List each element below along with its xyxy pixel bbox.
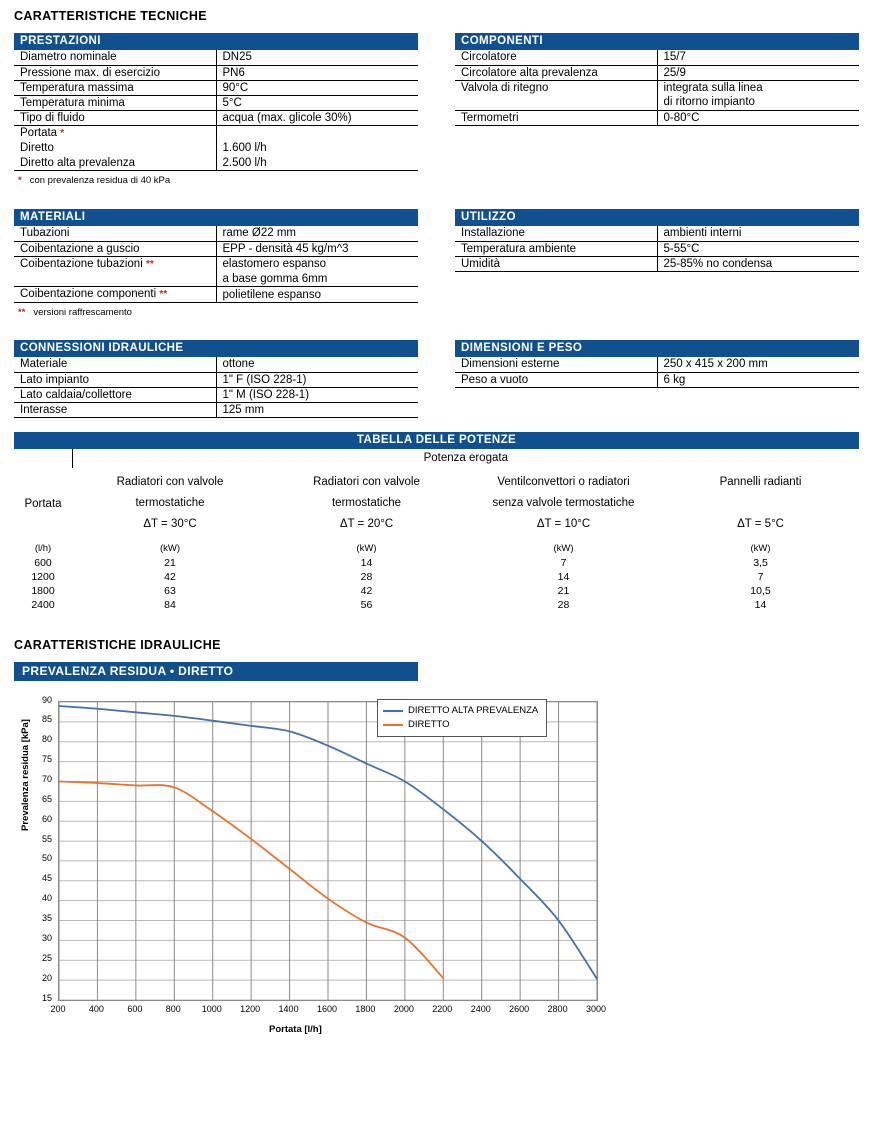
row-value: ambienti interni <box>657 226 859 241</box>
row-key: Diretto alta prevalenza <box>14 156 216 171</box>
y-tick-label: 60 <box>41 813 52 824</box>
table-row <box>14 372 418 387</box>
row-key <box>455 95 657 110</box>
table-row <box>14 357 418 372</box>
legend-swatch-icon <box>383 710 403 712</box>
row-value: acqua (max. glicole 30%) <box>216 110 418 125</box>
footnote-marker: * <box>18 175 22 186</box>
group-line-2: termostatiche <box>135 496 205 509</box>
cell-portata: 600 <box>34 556 52 569</box>
footnote-text: con prevalenza residua di 40 kPa <box>29 175 171 186</box>
table-row <box>14 141 418 156</box>
table-row <box>14 584 859 598</box>
table-row <box>14 110 418 125</box>
chart-x-axis-label: Portata [l/h] <box>269 1023 322 1035</box>
row-value: 6 kg <box>657 372 859 387</box>
hydraulic-section-title: CARATTERISTICHE IDRAULICHE <box>14 637 221 652</box>
row-key: Dimensioni esterne <box>455 357 657 372</box>
group-unit-2: (kW) <box>356 542 377 554</box>
componenti-header: COMPONENTI <box>455 33 859 50</box>
row-key: Circolatore alta prevalenza <box>455 65 657 80</box>
group-unit-4: (kW) <box>750 542 771 554</box>
y-tick-label: 75 <box>41 754 52 765</box>
page-title: CARATTERISTICHE TECNICHE <box>14 9 207 23</box>
cell-portata: 1200 <box>31 570 55 583</box>
group-header-4 <box>662 468 859 541</box>
datasheet-page <box>0 9 873 1051</box>
table-row <box>455 226 859 241</box>
prestazioni-header: PRESTAZIONI <box>14 33 418 50</box>
y-tick-label: 80 <box>41 734 52 745</box>
table-row <box>455 372 859 387</box>
prestazioni-block <box>14 33 418 187</box>
power-table <box>14 432 859 612</box>
footnote-text: versioni raffrescamento <box>33 307 132 318</box>
utilizzo-header: UTILIZZO <box>455 209 859 226</box>
table-row <box>14 241 418 256</box>
cell-value: 21 <box>557 584 570 597</box>
componenti-table <box>455 33 859 126</box>
row-value: 1.600 l/h <box>222 142 267 154</box>
utilizzo-table <box>455 209 859 272</box>
row-key: Temperatura ambiente <box>455 241 657 256</box>
group-line-1: Ventilconvettori o radiatori <box>497 475 630 488</box>
group-line-3: ΔT = 20°C <box>339 517 394 530</box>
legend-label: DIRETTO <box>408 718 450 730</box>
row-value: rame Ø22 mm <box>216 226 418 241</box>
portata-header: Portata <box>24 498 62 510</box>
table-row <box>455 357 859 372</box>
table-row <box>14 556 859 570</box>
cell-value: 14 <box>557 570 570 583</box>
table-row <box>14 287 418 303</box>
connessioni-block <box>14 340 418 418</box>
dimensioni-block <box>455 340 859 418</box>
row-value: elastomero espanso <box>222 258 327 270</box>
group-line-3: ΔT = 30°C <box>143 517 197 530</box>
group-line-1: Radiatori con valvole <box>116 475 224 488</box>
group-line-1: Radiatori con valvole <box>313 475 420 488</box>
footnote-marker-double-asterisk: ** <box>145 258 154 270</box>
cell-value: 28 <box>557 598 570 611</box>
row-key-text: Coibentazione tubazioni <box>20 257 143 270</box>
table-row <box>14 387 418 402</box>
group-line-1: Pannelli radianti <box>719 475 802 488</box>
cell-value: 42 <box>164 570 176 583</box>
x-tick-label: 200 <box>50 1003 66 1014</box>
materiali-block <box>14 209 418 319</box>
power-table-block <box>14 432 859 612</box>
materiali-table <box>14 209 418 303</box>
prestazioni-footnote <box>18 175 418 187</box>
table-row <box>14 570 859 584</box>
group-line-3: ΔT = 10°C <box>536 517 591 530</box>
table-row <box>14 156 418 171</box>
row-key: Valvola di ritegno <box>455 80 657 95</box>
power-table-title: TABELLA DELLE POTENZE <box>14 432 859 449</box>
y-tick-label: 40 <box>41 893 52 904</box>
spec-row-1 <box>14 33 859 187</box>
table-row <box>455 241 859 256</box>
row-key <box>14 256 216 272</box>
y-tick-label: 20 <box>41 972 52 983</box>
cell-value: 56 <box>360 598 373 611</box>
power-subheader: Potenza erogata <box>423 452 508 464</box>
group-header-2 <box>268 468 465 541</box>
row-value: 125 mm <box>216 402 418 417</box>
row-key: Interasse <box>14 402 216 417</box>
table-row <box>14 256 418 272</box>
row-value: di ritorno impianto <box>657 95 859 110</box>
row-key: Temperatura minima <box>14 95 216 110</box>
cell-value: 28 <box>360 570 373 583</box>
y-tick-label: 90 <box>41 694 52 705</box>
x-tick-label: 2200 <box>432 1003 453 1014</box>
table-row <box>14 226 418 241</box>
table-row <box>455 95 859 110</box>
row-key-text: Coibentazione componenti <box>20 288 157 300</box>
row-value: 1" F (ISO 228-1) <box>216 372 418 387</box>
row-value: 2.500 l/h <box>216 156 418 171</box>
utilizzo-block <box>455 209 859 319</box>
dimensioni-table <box>455 340 859 388</box>
cell-value: 42 <box>360 584 373 597</box>
cell-value: 14 <box>754 598 767 611</box>
prevalenza-chart <box>14 691 859 1051</box>
table-row <box>14 125 418 141</box>
x-tick-label: 3000 <box>585 1003 607 1014</box>
x-tick-label: 400 <box>88 1003 104 1014</box>
cell-value: 84 <box>164 598 176 611</box>
row-key: Circolatore <box>455 50 657 65</box>
table-row <box>455 50 859 65</box>
row-value: 15/7 <box>657 50 859 65</box>
table-row <box>14 50 418 65</box>
x-tick-label: 1400 <box>278 1003 299 1014</box>
row-key: Temperatura massima <box>14 80 216 95</box>
row-value: 5-55°C <box>657 241 859 256</box>
x-tick-label: 800 <box>165 1003 181 1014</box>
row-key <box>14 272 216 287</box>
row-value: 0-80°C <box>657 110 859 125</box>
row-key: Peso a vuoto <box>455 372 657 387</box>
x-tick-label: 1600 <box>316 1003 338 1014</box>
cell-portata: 2400 <box>31 598 55 611</box>
portata-unit: (l/h) <box>34 542 52 554</box>
dimensioni-header: DIMENSIONI E PESO <box>455 340 859 357</box>
row-key: Materiale <box>14 357 216 372</box>
cell-value: 14 <box>360 556 373 569</box>
table-row <box>455 80 859 95</box>
table-row <box>455 256 859 271</box>
group-unit-1: (kW) <box>159 542 181 554</box>
row-key: Lato caldaia/collettore <box>14 387 216 402</box>
cell-value: 7 <box>560 556 567 569</box>
table-row <box>14 95 418 110</box>
legend-item-1 <box>383 718 538 732</box>
connessioni-header: CONNESSIONI IDRAULICHE <box>14 340 418 357</box>
group-line-3: ΔT = 5°C <box>737 517 784 530</box>
y-tick-label: 65 <box>41 793 52 804</box>
x-tick-label: 1200 <box>240 1003 261 1014</box>
cell-value: 21 <box>164 556 176 569</box>
legend-item-0 <box>383 704 538 718</box>
x-tick-label: 1000 <box>201 1003 222 1014</box>
prestazioni-table <box>14 33 418 171</box>
row-value <box>216 125 418 141</box>
y-tick-label: 55 <box>41 833 52 844</box>
x-tick-label: 1800 <box>355 1003 376 1014</box>
table-row <box>14 598 859 612</box>
row-value: 25/9 <box>657 65 859 80</box>
group-header-1 <box>72 468 268 541</box>
group-header-3 <box>465 468 662 541</box>
table-row <box>14 402 418 417</box>
row-value: 90°C <box>216 80 418 95</box>
group-unit-3: (kW) <box>553 542 574 554</box>
row-value: integrata sulla linea <box>663 81 763 94</box>
row-value: 250 x 415 x 200 mm <box>657 357 859 372</box>
y-tick-label: 35 <box>41 913 52 924</box>
chart-plot-area <box>58 701 598 1001</box>
chart-legend <box>377 699 547 737</box>
row-key: Tipo di fluido <box>14 110 216 125</box>
spec-row-3 <box>14 340 859 418</box>
x-tick-label: 2400 <box>470 1003 491 1014</box>
row-value: 25-85% no condensa <box>657 256 859 271</box>
footnote-marker: ** <box>18 307 26 318</box>
row-value: ottone <box>216 357 418 372</box>
row-key <box>14 125 216 141</box>
x-tick-label: 600 <box>127 1003 143 1014</box>
row-value: PN6 <box>216 65 418 80</box>
row-key: Tubazioni <box>14 226 216 241</box>
y-tick-label: 45 <box>41 873 52 884</box>
y-tick-label: 30 <box>41 932 52 943</box>
row-key: Diametro nominale <box>14 50 216 65</box>
row-key-text: Portata <box>20 126 58 139</box>
legend-swatch-icon <box>383 724 403 726</box>
row-key: Umidità <box>455 256 657 271</box>
spec-row-2 <box>14 209 859 319</box>
table-row <box>14 80 418 95</box>
materiali-header: MATERIALI <box>14 209 418 226</box>
row-key: Installazione <box>455 226 657 241</box>
cell-value: 63 <box>164 584 176 597</box>
table-row <box>14 65 418 80</box>
row-key: Pressione max. di esercizio <box>14 65 216 80</box>
row-key: Lato impianto <box>14 372 216 387</box>
materiali-footnote <box>18 307 418 319</box>
table-row <box>455 65 859 80</box>
cell-value: 7 <box>757 570 764 583</box>
footnote-marker-asterisk: * <box>60 127 65 139</box>
row-key: Termometri <box>455 110 657 125</box>
group-line-2: termostatiche <box>331 496 402 509</box>
x-tick-label: 2000 <box>393 1003 414 1014</box>
cell-value: 10,5 <box>750 584 771 597</box>
y-tick-label: 15 <box>41 992 52 1003</box>
row-value: DN25 <box>216 50 418 65</box>
chart-header-bar: PREVALENZA RESIDUA • DIRETTO <box>14 662 418 681</box>
row-value: 1" M (ISO 228-1) <box>216 387 418 402</box>
cell-value: 3,5 <box>753 556 768 569</box>
cell-portata: 1800 <box>31 584 55 597</box>
chart-svg <box>59 702 597 1000</box>
y-tick-label: 25 <box>41 952 52 963</box>
chart-y-axis-label: Prevalenza residua [kPa] <box>20 718 31 831</box>
group-line-2: senza valvole termostatiche <box>492 496 635 509</box>
y-tick-label: 50 <box>41 853 52 864</box>
x-tick-label: 2800 <box>547 1003 568 1014</box>
connessioni-table <box>14 340 418 418</box>
table-row <box>455 110 859 125</box>
row-value: polietilene espanso <box>216 287 418 303</box>
row-key: Coibentazione a guscio <box>14 241 216 256</box>
footnote-marker-double-asterisk: ** <box>159 289 168 300</box>
row-value: a base gomma 6mm <box>216 272 418 287</box>
legend-label: DIRETTO ALTA PREVALENZA <box>408 704 539 716</box>
table-row <box>14 272 418 287</box>
componenti-block <box>455 33 859 187</box>
row-key <box>14 287 216 303</box>
row-key: Diretto <box>14 141 216 156</box>
y-tick-label: 70 <box>41 773 52 784</box>
y-tick-label: 85 <box>41 714 52 725</box>
row-value: EPP - densità 45 kg/m^3 <box>216 241 418 256</box>
row-value: 5°C <box>216 95 418 110</box>
x-tick-label: 2600 <box>509 1003 530 1014</box>
